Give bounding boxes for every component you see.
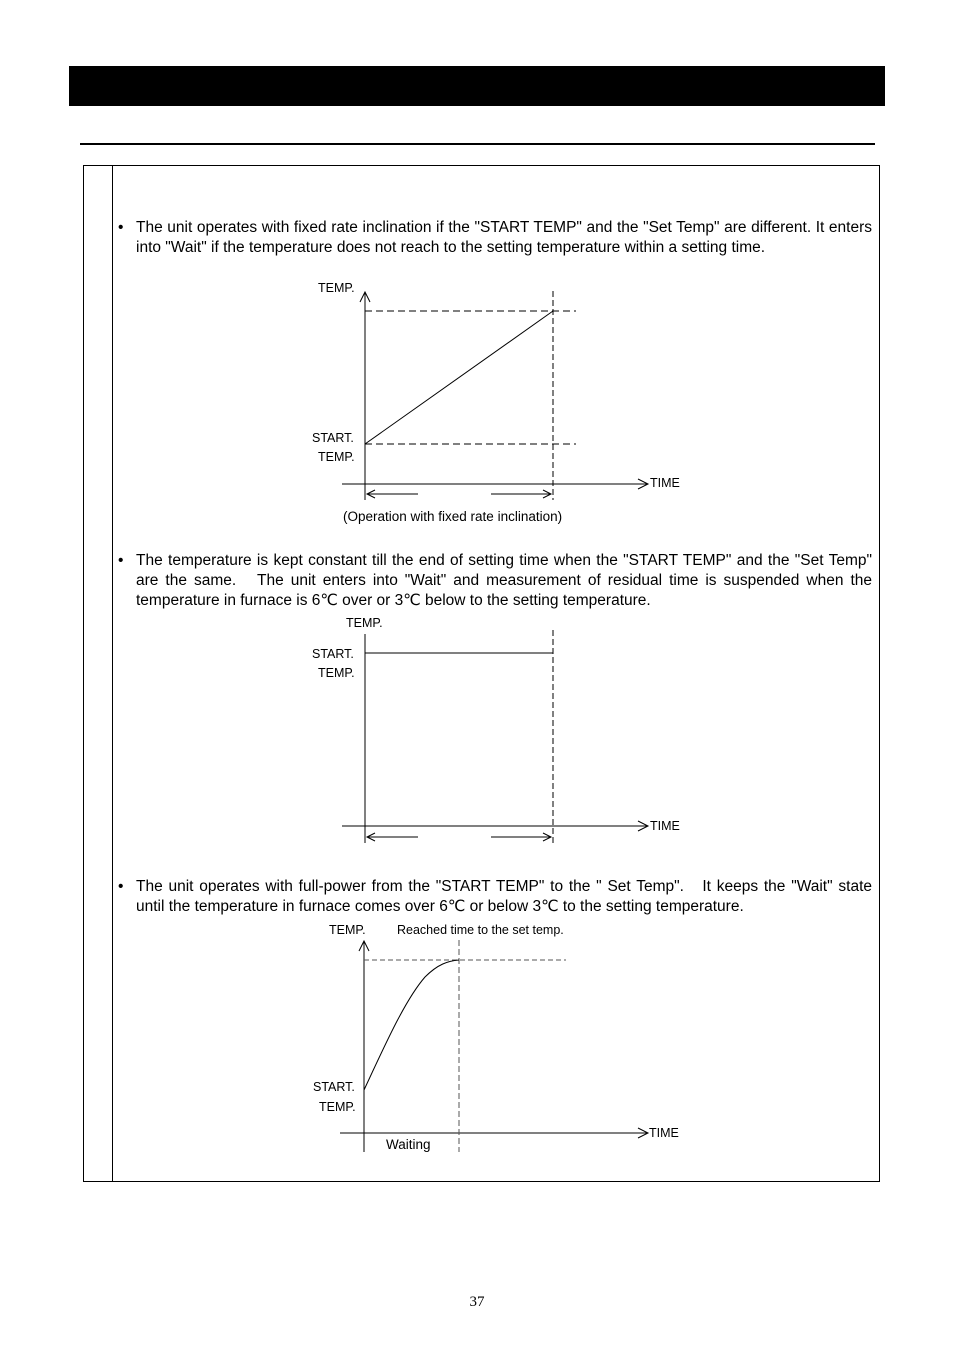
d3-time-label: TIME <box>649 1126 679 1140</box>
d2-temp-label: TEMP. <box>346 616 383 630</box>
d3-reached-label: Reached time to the set temp. <box>397 923 564 937</box>
d2-start-temp-label: TEMP. <box>318 666 355 680</box>
diagram-full-power <box>340 940 648 1152</box>
d1-start-temp-label: TEMP. <box>318 450 355 464</box>
d2-start-label: START. <box>312 647 354 661</box>
d1-temp-label: TEMP. <box>318 281 355 295</box>
d1-time-label: TIME <box>650 476 680 490</box>
d1-start-label: START. <box>312 431 354 445</box>
d1-caption: (Operation with fixed rate inclination) <box>343 509 563 524</box>
d3-temp-label: TEMP. <box>329 923 366 937</box>
diagram-fixed-rate <box>342 291 648 500</box>
bullet-2: • <box>118 552 124 569</box>
paragraph-full-power: The unit operates with full-power from the "START TEMP" to the " Set Temp". It keeps the "Wait" state until the temperature in furnace comes over 6℃ or below 3℃ to the setting temperature. <box>136 878 872 915</box>
full-power-curve <box>364 960 459 1090</box>
bullet-1: • <box>118 219 124 236</box>
bullet-3: • <box>118 878 124 895</box>
ramp-line <box>365 311 553 444</box>
diagram-constant <box>342 630 648 843</box>
d3-start-label: START. <box>313 1080 355 1094</box>
paragraph-fixed-rate: The unit operates with fixed rate inclination if the "START TEMP" and the "Set Temp" are different. It enters into "Wait" if the temperature does not reach to the setting temperature within a setting time. <box>136 219 872 256</box>
paragraph-constant-temp: The temperature is kept constant till the end of setting time when the "START TEMP" and the "Set Temp" are the same. The unit enters into "Wait" and measurement of residual time is suspended when the temperature in furnace is 6℃ over or 3℃ below to the setting temperature. <box>136 552 872 609</box>
page-number: 37 <box>469 1294 485 1310</box>
d2-time-label: TIME <box>650 819 680 833</box>
d3-waiting-label: Waiting <box>386 1137 431 1152</box>
d3-start-temp-label: TEMP. <box>319 1100 356 1114</box>
